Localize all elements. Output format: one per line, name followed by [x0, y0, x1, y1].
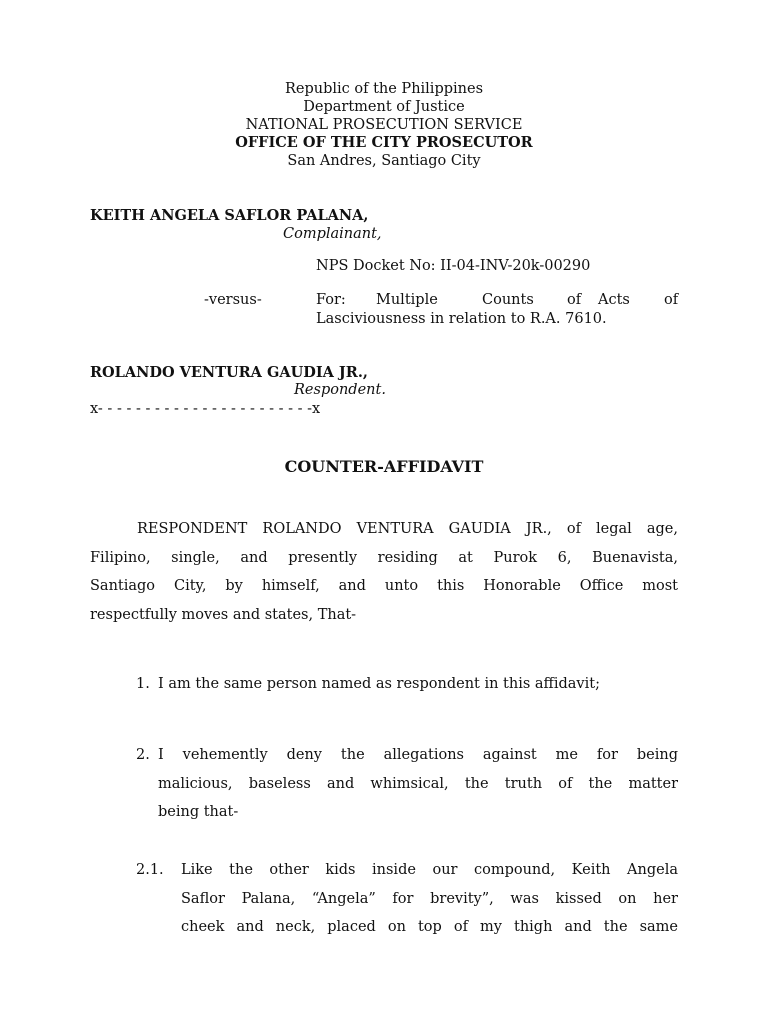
header-office: OFFICE OF THE CITY PROSECUTOR — [235, 134, 533, 151]
header-department: Department of Justice — [303, 99, 465, 115]
complainant-name: KEITH ANGELA SAFLOR PALANA, — [90, 207, 369, 224]
paragraph-line: respectfully moves and states, That- — [90, 606, 357, 623]
versus-label: -versus- — [204, 292, 262, 308]
complainant-role: Complainant, — [283, 226, 382, 242]
paragraph-line: I vehemently deny the allegations against me for being — [158, 747, 678, 763]
paragraph-line: RESPONDENT ROLANDO VENTURA GAUDIA JR., of legal age, — [137, 521, 678, 537]
paragraph-line: being that- — [158, 804, 239, 820]
item-number: 1. — [136, 676, 150, 692]
paragraph-line: Saflor Palana, “Angela” for brevity”, was kissed on her — [181, 890, 678, 907]
respondent-role: Respondent. — [294, 382, 386, 398]
list-item — [158, 741, 678, 827]
paragraph-line: malicious, baseless and whimsical, the truth of the matter — [158, 775, 678, 792]
paragraph-line: I am the same person named as respondent in this affidavit; — [158, 676, 600, 692]
header-nps: NATIONAL PROSECUTION SERVICE — [245, 117, 523, 133]
for-word: Multiple — [376, 292, 438, 308]
paragraph-line: Santiago City, by himself, and unto this Honorable Office most — [90, 578, 678, 594]
paragraph-line: Like the other kids inside our compound, Keith Angela — [181, 862, 678, 878]
for-word: Acts — [598, 292, 630, 308]
item-number: 2. — [136, 747, 150, 763]
docket-number: NPS Docket No: II-04-INV-20k-00290 — [316, 258, 591, 274]
item-number: 2.1. — [136, 862, 164, 878]
header-republic: Republic of the Philippines — [284, 81, 484, 97]
respondent-name: ROLANDO VENTURA GAUDIA JR., — [90, 364, 368, 381]
list-item — [181, 856, 678, 942]
for-description: Lasciviousness in relation to R.A. 7610. — [316, 311, 607, 327]
paragraph-line: Filipino, single, and presently residing at Purok 6, Buenavista, — [90, 549, 678, 566]
caption-separator: x- - - - - - - - - - - - - - - - - - - - - - -x — [90, 401, 321, 417]
for-word: Counts — [482, 292, 534, 308]
for-word: of — [664, 292, 679, 308]
intro-paragraph — [90, 515, 678, 629]
for-word: of — [567, 292, 582, 308]
paragraph-line: cheek and neck, placed on top of my thigh and the same — [181, 919, 678, 935]
header-location: San Andres, Santiago City — [287, 153, 481, 169]
for-label: For: — [316, 292, 346, 308]
document-title: COUNTER-AFFIDAVIT — [284, 457, 484, 476]
list-item — [158, 670, 678, 699]
